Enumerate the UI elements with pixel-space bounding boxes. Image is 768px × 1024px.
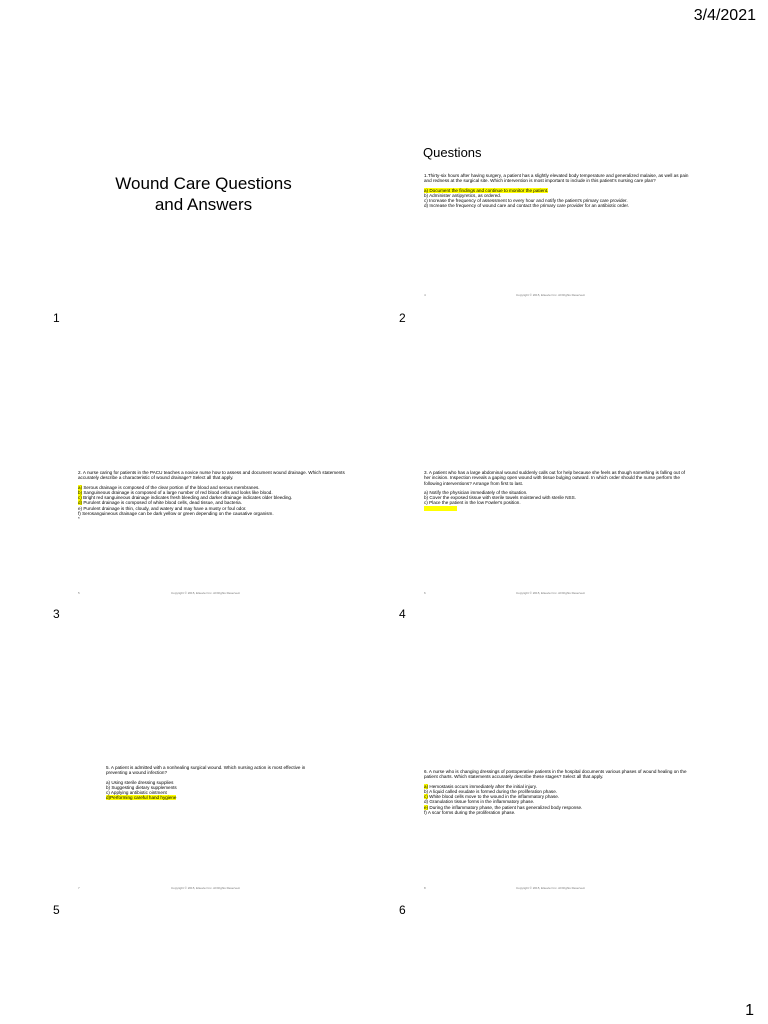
footer-copyright: Copyright © 2015, Elsevier Inc. All Rights Reserved. xyxy=(516,293,586,297)
question-block xyxy=(424,769,692,815)
slide-heading: Questions xyxy=(423,145,482,160)
page-number: 1 xyxy=(745,1002,754,1019)
question-text: 6. A nurse who is changing dressings of postoperative patients in the hospital documents various phases of wound healing on the patient charts. Which statements accurately describe these stages? Select all that apply. xyxy=(424,769,687,780)
options-list xyxy=(424,784,692,816)
question-text: 1.Thirty-six hours after having surgery, a patient has a slightly elevated body temperature and generalized malaise, as well as pain and redness at the surgical site. Which intervention is most important to include in this patient's nursing care plan? xyxy=(424,173,689,184)
slide-1 xyxy=(62,145,345,305)
option-b: b) A liquid called exudate is formed during the proliferation phase. xyxy=(424,788,558,794)
option-c: c) Place the patient in the low Fowler's position. xyxy=(424,500,521,506)
option-f: f) A scar forms during the proliferation phase. xyxy=(424,810,516,816)
footer-page: 5 xyxy=(78,591,80,595)
options-list xyxy=(78,485,350,522)
answer-blank-highlight xyxy=(424,506,692,512)
print-date: 3/4/2021 xyxy=(693,7,756,24)
slide-number: 2 xyxy=(399,311,406,325)
option-b: b) Administer antipyretics, as ordered. xyxy=(424,192,502,198)
option-b: b) Suggesting dietary supplements xyxy=(106,784,177,790)
option-c: c) White blood cells move to the wound in the inflammatory phase. xyxy=(424,794,560,800)
option-b: b) Cover the exposed tissue with sterile towels moistened with sterile NSS. xyxy=(424,495,576,501)
option-e: e) During the inflammatory phase, the patient has generalized body response. xyxy=(424,804,583,810)
option-e: e) Purulent drainage is thin, cloudy, and watery and may have a musty or foul odor. xyxy=(78,505,247,511)
option-c: c) Increase the frequency of assessment to every hour and notify the patient's primary care provider. xyxy=(424,198,628,204)
option-a: a) Document the findings and continue to monitor the patient. xyxy=(424,187,549,193)
slide-2 xyxy=(420,145,703,305)
option-a: a) Hemostasis occurs immediately after the initial injury. xyxy=(424,783,538,789)
question-text: 5. A patient is admitted with a nonhealing surgical wound. Which nursing action is most effective in preventing a wound infection? xyxy=(106,765,306,776)
options-list xyxy=(424,490,692,512)
slide-number: 6 xyxy=(399,903,406,917)
footer-copyright: Copyright © 2015, Elsevier Inc. All Rights Reserved. xyxy=(171,591,241,595)
options-list xyxy=(424,188,694,209)
option-c: c) Bright red sanguineous drainage indicates fresh bleeding and darker drainage indicates older bleeding. xyxy=(78,495,293,501)
option-a: a) Notify the physician immediately of the situation. xyxy=(424,489,528,495)
slide-6 xyxy=(422,740,705,900)
footer-copyright: Copyright © 2015, Elsevier Inc. All Rights Reserved. xyxy=(171,886,241,890)
footer-page: 4 xyxy=(424,293,426,297)
option-marker: * xyxy=(78,516,80,522)
question-block xyxy=(78,470,350,522)
option-d: d) Increase the frequency of wound care and contact the primary care provider for an antibiotic order. xyxy=(424,203,630,209)
question-block xyxy=(424,470,692,512)
footer-copyright: Copyright © 2015, Elsevier Inc. All Rights Reserved. xyxy=(516,886,586,890)
question-text: 2. A nurse caring for patients in the PACU teaches a novice nurse how to assess and document wound drainage. Which statements accurately describe a characteristic of wound drainage? Select all that apply. xyxy=(78,470,345,481)
slide-3 xyxy=(76,445,359,605)
option-a: a) Serous drainage is composed of the clear portion of the blood and serous membranes. xyxy=(78,484,260,490)
option-d: d)Performing careful hand hygiene xyxy=(106,795,177,801)
option-f: f) Serosanguineous drainage can be dark yellow or green depending on the causative organism. xyxy=(78,511,274,517)
slide-4 xyxy=(422,445,705,605)
question-block xyxy=(106,765,316,801)
footer-page: 6 xyxy=(424,591,426,595)
question-block xyxy=(424,173,694,209)
footer-copyright: Copyright © 2015, Elsevier Inc. All Rights Reserved. xyxy=(516,591,586,595)
question-text: 3. A patient who has a large abdominal wound suddenly calls out for help because she feels as though something is falling out of her incision. Inspection reveals a gaping open wound with tissue bulging outward. In which order should the nurse perform the following interventions? Arrange from first to last. xyxy=(424,470,685,486)
option-a: a) Using sterile dressing supplies xyxy=(106,779,174,785)
footer-page: 7 xyxy=(78,886,80,890)
slide-5 xyxy=(76,740,359,900)
option-d: d) Purulent drainage is composed of white blood cells, dead tissue, and bacteria. xyxy=(78,500,242,506)
option-d: d) Granulation tissue forms in the inflammatory phase. xyxy=(424,799,535,805)
option-b: b) Sanguineous drainage is composed of a large number of red blood cells and looks like blood. xyxy=(78,489,273,495)
slide-number: 3 xyxy=(53,607,60,621)
option-c: c) Applying antibiotic ointment xyxy=(106,790,167,796)
options-list xyxy=(106,780,316,801)
slide-title: Wound Care Questions and Answers xyxy=(115,174,292,214)
footer-page: 8 xyxy=(424,886,426,890)
slide-number: 1 xyxy=(53,311,60,325)
slide-number: 5 xyxy=(53,903,60,917)
slide-number: 4 xyxy=(399,607,406,621)
